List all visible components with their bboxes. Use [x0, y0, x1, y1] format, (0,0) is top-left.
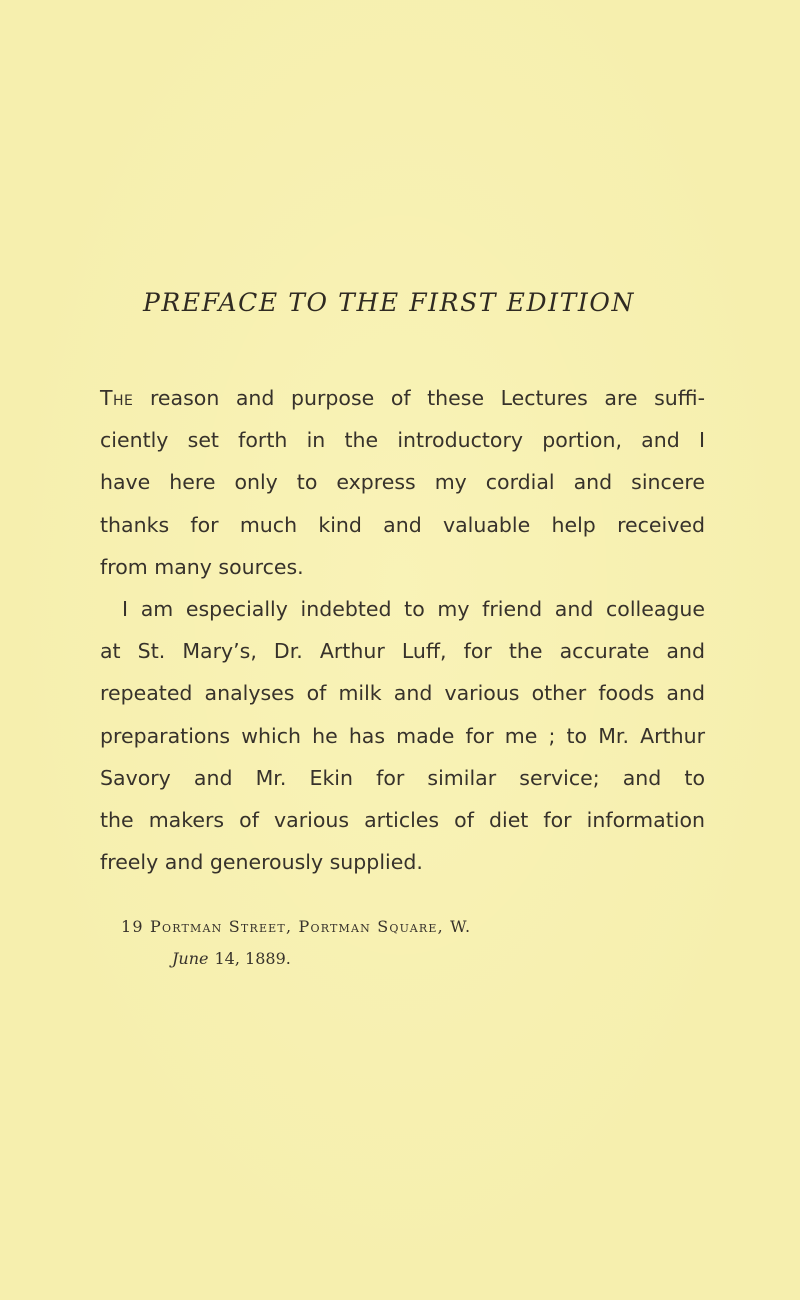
- signature-month: June: [172, 949, 209, 968]
- paragraph-1-line-4: thanks for much kind and valuable help received: [100, 512, 705, 537]
- paragraph-2-line-1: I am especially indebted to my friend and colleague: [122, 597, 705, 622]
- first-word: The: [100, 386, 134, 410]
- text-line: reason and purpose of these Lectures are suffi-: [133, 386, 705, 410]
- signature-day-year: 14, 1889.: [214, 949, 291, 968]
- paragraph-2-line-5: Savory and Mr. Ekin for similar service; and to: [100, 765, 705, 790]
- preface-body: [100, 377, 705, 883]
- page-title: PREFACE TO THE FIRST EDITION: [143, 288, 635, 317]
- paragraph-1-line-1: [100, 377, 705, 419]
- paragraph-2-line-2: at St. Mary’s, Dr. Arthur Luff, for the accurate and: [100, 639, 705, 664]
- signature-address: 19 Portman Street, Portman Square, W.: [121, 917, 472, 936]
- paragraph-2-line-7: freely and generously supplied.: [100, 850, 423, 875]
- paragraph-2-line-6: the makers of various articles of diet for information: [100, 808, 705, 833]
- paragraph-1-line-5: from many sources.: [100, 554, 304, 579]
- signature-date: [172, 949, 291, 968]
- paragraph-2-line-3: repeated analyses of milk and various other foods and: [100, 681, 705, 706]
- paragraph-1-line-3: have here only to express my cordial and sincere: [100, 470, 705, 495]
- paragraph-1-line-2: ciently set forth in the introductory portion, and I: [100, 428, 705, 453]
- paragraph-2-line-4: preparations which he has made for me ; to Mr. Arthur: [100, 723, 705, 748]
